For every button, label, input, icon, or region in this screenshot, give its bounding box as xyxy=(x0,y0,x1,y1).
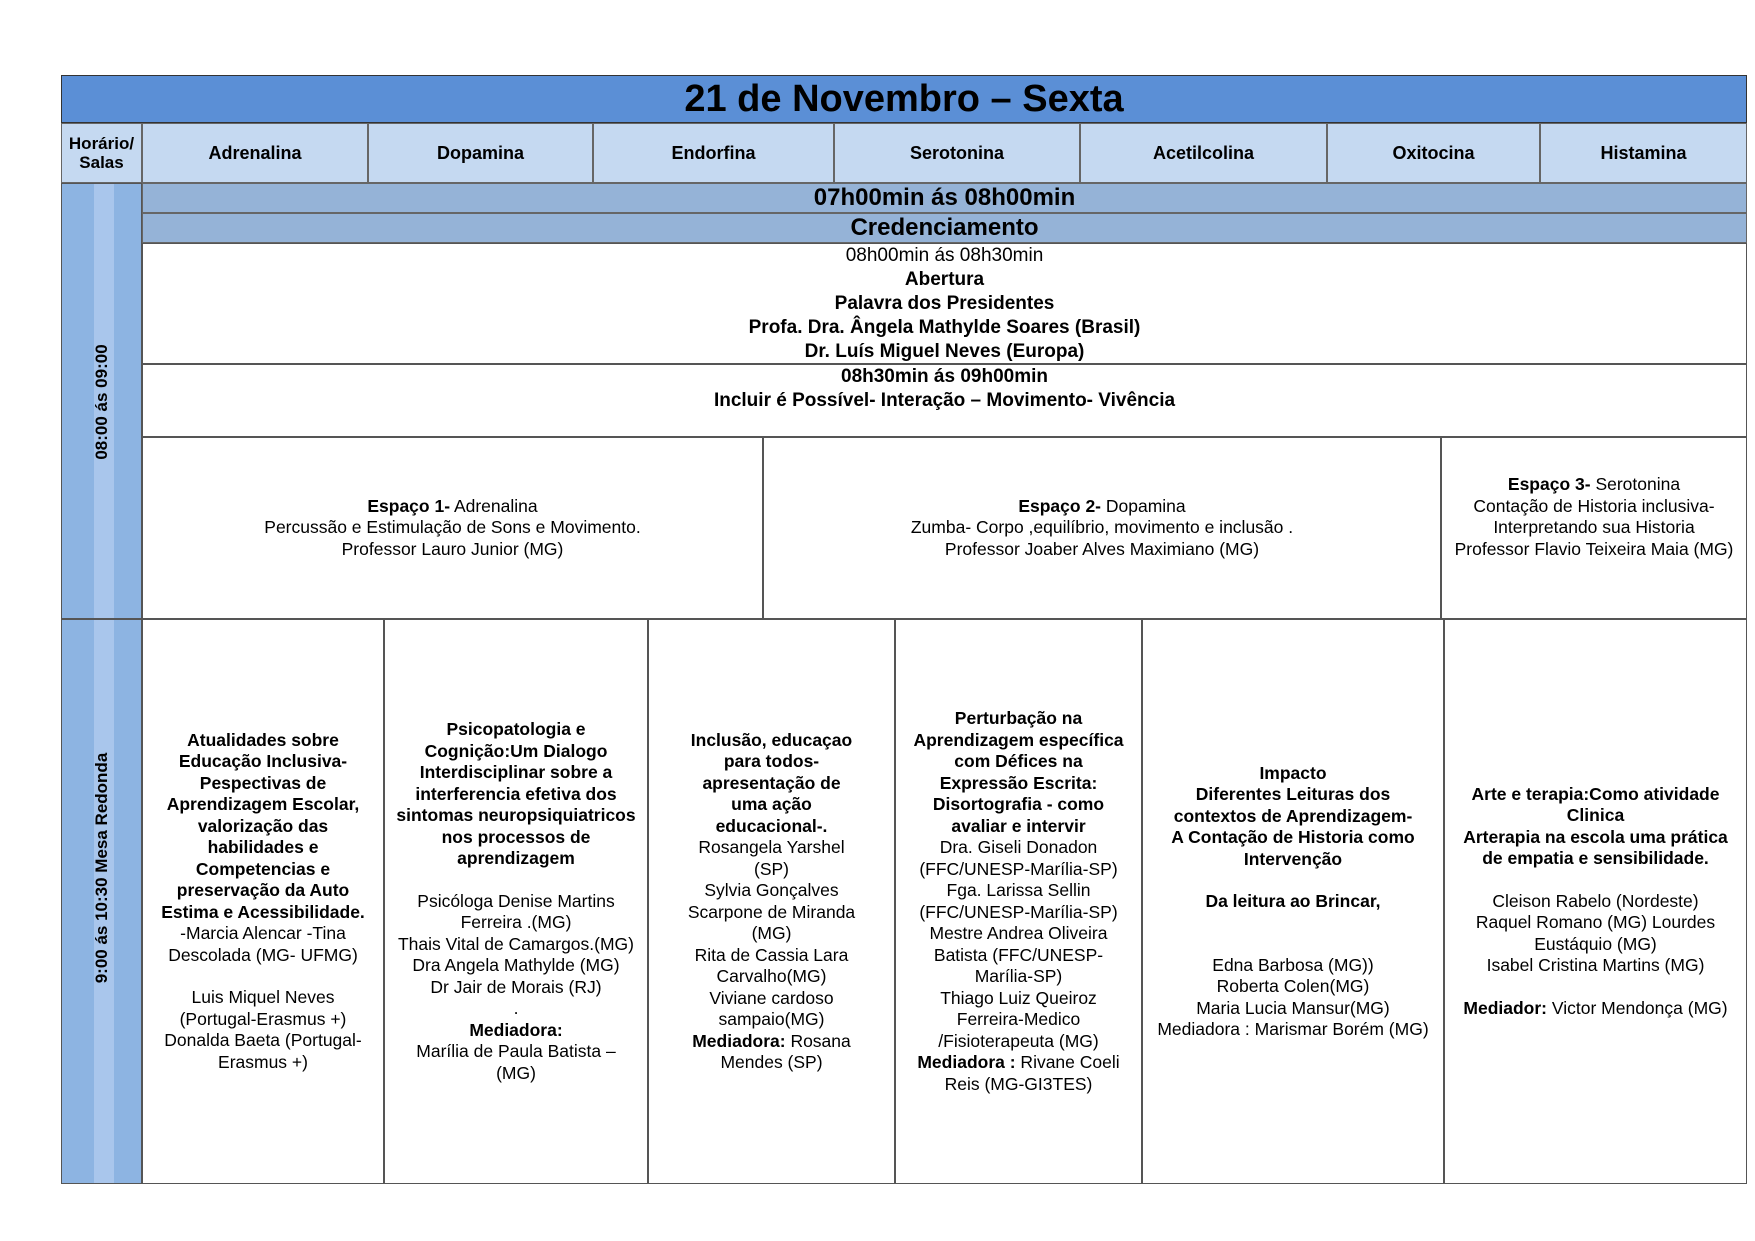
mesa-title-line: Educação Inclusiva- xyxy=(178,751,348,772)
abertura-title: Abertura xyxy=(904,268,985,290)
mesa-title-line: apresentação de xyxy=(702,772,841,793)
mesa-title-line: preservação da Auto xyxy=(176,880,350,901)
mesa-speaker-line: -Marcia Alencar -Tina xyxy=(180,923,346,944)
slot-label-second: 9:00 ás 10:30 Mesa Redonda xyxy=(92,752,111,984)
mesa-speaker-line: Erasmus +) xyxy=(218,1051,308,1072)
mesa-speaker-line: Rita de Cassia Lara xyxy=(694,944,849,965)
header-corner-line2: Salas xyxy=(79,153,124,172)
credenciamento-label xyxy=(142,213,1747,243)
mesa-title-line: Competencias e xyxy=(195,858,331,879)
credenciamento-label-text: Credenciamento xyxy=(850,214,1039,241)
credenciamento-time xyxy=(142,183,1747,213)
abertura-time: 08h00min ás 08h30min xyxy=(845,244,1044,266)
mesa-speaker-line: Batista (FFC/UNESP- xyxy=(933,944,1104,965)
mesa-title-line: Arte e terapia:Como atividade xyxy=(1471,783,1720,804)
mesa-speaker-line: Donalda Baeta (Portugal- xyxy=(164,1030,362,1051)
mesa-title-line: Expressão Escrita: xyxy=(939,772,1098,793)
mesa-title-line: Atualidades sobre xyxy=(187,729,339,750)
mesa-speaker-line: Scarpone de Miranda xyxy=(687,901,856,922)
slot-column-first xyxy=(61,183,142,619)
mesa-moderator-name: (MG) xyxy=(496,1062,536,1083)
mesa-title-line: Estima e Acessibilidade. xyxy=(161,901,365,922)
slot-column-second xyxy=(61,619,142,1184)
mesa-moderator-label: Mediadora: xyxy=(692,1030,786,1051)
mesa-1 xyxy=(142,619,384,1184)
mesa-speaker-line: Marília-SP) xyxy=(974,966,1063,986)
mesa-speaker-line: (FFC/UNESP-Marília-SP) xyxy=(919,901,1118,922)
mesa-speaker-line: . xyxy=(513,998,519,1018)
mesa-speaker-line: Mediadora : Marismar Borém (MG) xyxy=(1157,1019,1429,1039)
mesa-moderator-name: Rivane Coeli xyxy=(1015,1052,1120,1072)
mesa-4 xyxy=(895,619,1142,1184)
room-label: Dopamina xyxy=(436,142,524,163)
abertura-subtitle: Palavra dos Presidentes xyxy=(834,292,1055,314)
room-label: Adrenalina xyxy=(208,142,302,163)
mesa-title-line: Impacto xyxy=(1259,762,1327,783)
mesa-title-line: para todos- xyxy=(723,751,820,771)
header-corner xyxy=(61,123,142,183)
espaco-line: Professor Lauro Junior (MG) xyxy=(341,538,564,559)
room-label: Acetilcolina xyxy=(1152,142,1255,163)
vivencia-title: Incluir é Possível- Interação – Movimento- Vivência xyxy=(713,390,1176,411)
mesa-moderator-name: Rosana xyxy=(785,1030,851,1051)
mesa-speaker-line: Cleison Rabelo (Nordeste) xyxy=(1492,890,1699,911)
mesa-title-line: Disortografia - como xyxy=(932,794,1105,814)
mesa-moderator-name: Victor Mendonça (MG) xyxy=(1547,997,1728,1018)
mesa-moderator-label: Mediadora : xyxy=(917,1052,1016,1072)
mesa-speaker-line: Luis Miquel Neves xyxy=(191,987,335,1008)
mesa-speaker-line: (SP) xyxy=(754,858,789,879)
mesa-title-line: Diferentes Leituras dos xyxy=(1195,784,1391,804)
mesa-title-line: Clinica xyxy=(1566,805,1625,826)
mesa-title-line: com Défices na xyxy=(954,751,1083,771)
mesa-6 xyxy=(1444,619,1747,1184)
mesa-speaker-line: Dra. Giseli Donadon xyxy=(939,837,1098,857)
mesa-speaker-line: (Portugal-Erasmus +) xyxy=(179,1008,347,1029)
room-label: Histamina xyxy=(1600,142,1687,163)
room-label: Endorfina xyxy=(671,142,756,163)
mesa-speaker-line: Sylvia Gonçalves xyxy=(704,880,839,900)
mesa-speaker-line: Carvalho(MG) xyxy=(716,966,827,986)
mesa-speaker-line: (FFC/UNESP-Marília-SP) xyxy=(919,858,1118,879)
mesa-title-line: Inclusão, educaçao xyxy=(690,729,853,750)
mesa-title-line: nos processos de xyxy=(441,826,591,847)
mesa-title-line: Aprendizagem específica xyxy=(913,729,1124,750)
espaco-line: Zumba- Corpo ,equilíbrio, movimento e inclusão . xyxy=(910,517,1294,538)
espaco-1 xyxy=(142,437,763,619)
mesa-title-line: Perturbação na xyxy=(954,708,1083,728)
espaco-line: Professor Joaber Alves Maximiano (MG) xyxy=(944,538,1260,559)
mesa-moderator-name: Marília de Paula Batista – xyxy=(416,1041,616,1061)
room-header-histamina xyxy=(1540,123,1747,183)
mesa-speaker-line: Edna Barbosa (MG)) xyxy=(1212,954,1374,975)
mesa-moderator-name: Mendes (SP) xyxy=(720,1052,823,1072)
mesa-title-line: Da leitura ao Brincar, xyxy=(1205,891,1381,911)
mesa-title-line: contextos de Aprendizagem- xyxy=(1173,805,1413,826)
mesa-speaker-line: Dra Angela Mathylde (MG) xyxy=(412,955,620,975)
room-header-serotonina xyxy=(834,123,1080,183)
mesa-title-line: Psicopatologia e xyxy=(446,719,586,739)
mesa-speaker-line: Ferreira-Medico xyxy=(956,1009,1081,1029)
mesa-moderator-name: Reis (MG-GI3TES) xyxy=(944,1073,1093,1094)
room-header-dopamina xyxy=(368,123,593,183)
mesa-title-line: Arterapia na escola uma prática xyxy=(1463,826,1728,847)
mesa-speaker-line: sampaio(MG) xyxy=(718,1009,825,1029)
mesa-title-line: uma ação xyxy=(731,794,812,814)
mesa-title-line: de empatia e sensibilidade. xyxy=(1482,848,1709,869)
mesa-title-line: sintomas neuropsiquiatricos xyxy=(396,805,636,825)
espaco-room: Dopamina xyxy=(1101,495,1186,516)
room-header-endorfina xyxy=(593,123,834,183)
room-header-oxitocina xyxy=(1327,123,1540,183)
page-title xyxy=(61,75,1747,123)
mesa-speaker-line: Maria Lucia Mansur(MG) xyxy=(1196,997,1390,1018)
espaco-line: Professor Flavio Teixeira Maia (MG) xyxy=(1454,538,1734,559)
mesa-speaker-line: Eustáquio (MG) xyxy=(1534,933,1657,954)
mesa-title-line: valorização das xyxy=(197,815,329,836)
vivencia-cell xyxy=(142,364,1747,437)
mesa-speaker-line: Viviane cardoso xyxy=(709,987,834,1008)
mesa-moderator-label: Mediadora: xyxy=(469,1019,563,1040)
mesa-speaker-line: Isabel Cristina Martins (MG) xyxy=(1486,955,1705,976)
espaco-label: Espaço 1- xyxy=(367,495,451,516)
mesa-speaker-line: Fga. Larissa Sellin xyxy=(946,880,1091,900)
mesa-speaker-line: Descolada (MG- UFMG) xyxy=(168,944,358,965)
mesa-3 xyxy=(648,619,895,1184)
mesa-title-line: avaliar e intervir xyxy=(951,815,1086,836)
mesa-speaker-line: Thiago Luiz Queiroz xyxy=(940,987,1097,1008)
espaco-line: Percussão e Estimulação de Sons e Movimento. xyxy=(264,517,641,538)
mesa-title-line: Interdisciplinar sobre a xyxy=(419,762,613,782)
espaco-line: Interpretando sua Historia xyxy=(1493,517,1695,537)
room-header-acetilcolina xyxy=(1080,123,1327,183)
mesa-speaker-line: Rosangela Yarshel xyxy=(698,837,845,857)
mesa-speaker-line: Raquel Romano (MG) Lourdes xyxy=(1475,912,1716,933)
mesa-2 xyxy=(384,619,648,1184)
mesa-speaker-line: /Fisioterapeuta (MG) xyxy=(938,1030,1099,1051)
mesa-title-line: aprendizagem xyxy=(457,848,575,868)
mesa-speaker-line: Thais Vital de Camargos.(MG) xyxy=(397,933,634,954)
espaco-line: Contação de Historia inclusiva- xyxy=(1473,495,1715,516)
mesa-title-line: Cognição:Um Dialogo xyxy=(424,740,608,761)
slot-label-first: 08:00 ás 09:00 xyxy=(92,344,111,460)
espaco-room: Adrenalina xyxy=(450,495,538,516)
mesa-title-line: Intervenção xyxy=(1243,848,1343,869)
mesa-speaker-line: (MG) xyxy=(751,923,792,943)
abertura-cell xyxy=(142,243,1747,364)
mesa-title-line: educacional-. xyxy=(715,815,828,836)
header-corner-line1: Horário/ xyxy=(68,134,135,153)
espaco-label: Espaço 2- xyxy=(1018,495,1102,516)
mesa-title-line: habilidades e xyxy=(207,837,319,858)
mesa-speaker-line: Dr Jair de Morais (RJ) xyxy=(430,976,602,997)
mesa-speaker-line: Psicóloga Denise Martins xyxy=(417,890,615,911)
mesa-speaker-line: Mestre Andrea Oliveira xyxy=(929,923,1108,943)
espaco-label: Espaço 3- xyxy=(1507,474,1591,494)
mesa-speaker-line: Roberta Colen(MG) xyxy=(1216,976,1370,996)
room-label: Serotonina xyxy=(909,142,1004,163)
mesa-title-line: Aprendizagem Escolar, xyxy=(166,794,360,815)
room-label: Oxitocina xyxy=(1392,142,1475,163)
mesa-title-line: A Contação de Historia como xyxy=(1171,827,1415,847)
abertura-speaker1: Profa. Dra. Ângela Mathylde Soares (Brasil) xyxy=(748,316,1141,338)
mesa-5 xyxy=(1142,619,1444,1184)
room-header-adrenalina xyxy=(142,123,368,183)
abertura-speaker2: Dr. Luís Miguel Neves (Europa) xyxy=(804,340,1085,362)
mesa-moderator-label: Mediador: xyxy=(1463,997,1548,1018)
credenciamento-time-text: 07h00min ás 08h00min xyxy=(813,184,1076,211)
espaco-2 xyxy=(763,437,1441,619)
mesa-title-line: interferencia efetiva dos xyxy=(415,783,617,804)
mesa-speaker-line: Ferreira .(MG) xyxy=(460,912,572,932)
vivencia-time: 08h30min ás 09h00min xyxy=(841,366,1048,387)
mesa-title-line: Pespectivas de xyxy=(199,772,327,793)
espaco-room: Serotonina xyxy=(1590,474,1681,494)
espaco-3 xyxy=(1441,437,1747,619)
page-title-text: 21 de Novembro – Sexta xyxy=(684,77,1124,120)
